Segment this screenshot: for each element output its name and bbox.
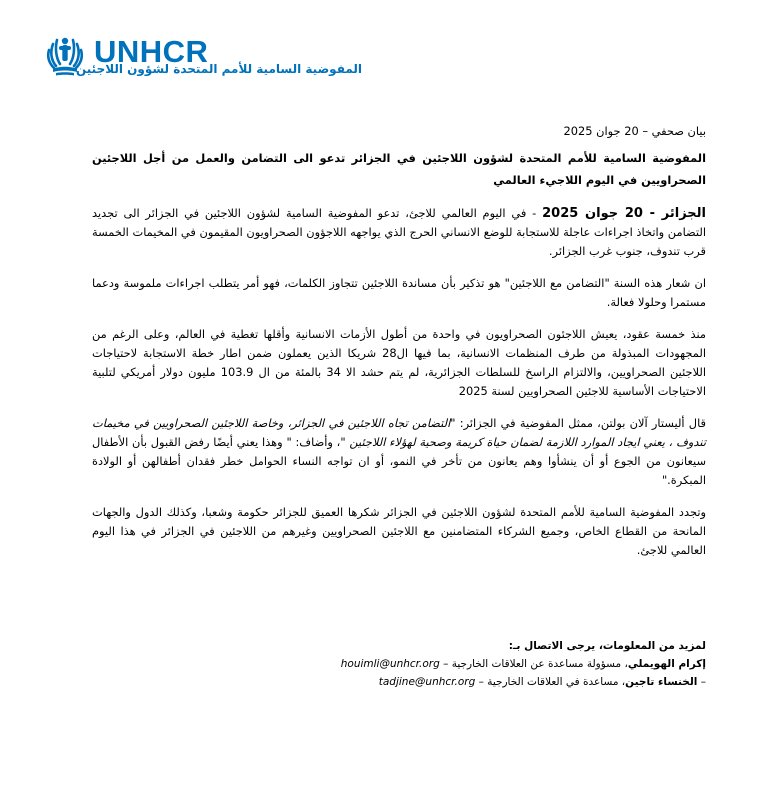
unhcr-logo <box>40 32 370 84</box>
release-dateline: بيان صحفي – 20 جوان 2025 <box>563 124 706 138</box>
paragraph-1 <box>92 204 706 261</box>
contacts-block <box>290 637 706 691</box>
contact-row: إكرام الهويملي، مسؤولة مساعدة عن العلاقات الخارجية – houimli@unhcr.org <box>340 658 706 670</box>
contact-name: إكرام الهويملي <box>627 658 706 670</box>
paragraph-4-intro: قال أليستار آلان بولتن، ممثل المفوضية في الجزائر: <box>455 416 706 430</box>
paragraph-1-text: - في اليوم العالمي للاجئ، تدعو المفوضية السامية لشؤون اللاجئين في الجزائر الى تجديد التضامن واتخاذ اجراءات عاجلة للاستجابة للوضع الانساني الحرج الذي يواجهه اللاجؤون الصحراويون المقيمون في المخيمات الخمسة قرب تندوف، جنوب غرب الجزائر. <box>92 206 706 258</box>
paragraph-3: منذ خمسة عقود، يعيش اللاجئون الصحراويون في واحدة من أطول الأزمات الانسانية وأقلها تغطية في العالم، وعلى الرغم من المجهودات المبذولة من طرف المنظمات الانسانية، بما فيها ال28 شريكا الذين يعملون ضمن اطار خطة الاستجابة لاحتياجات اللاجئين الصحراويين، والالتزام الراسخ للسلطات الجزائرية، لم يتم حشد الا 34 بالمئة من ال 103.9 مليون دولار أمريكي لتلبية الاحتياجات الأساسية للاجئين الصحراويين لسنة 2025 <box>92 327 707 398</box>
contact-email-link[interactable]: houimli@unhcr.org <box>340 658 440 670</box>
contact-row: – الخنساء تاجين، مساعدة في العلاقات الخارجية – tadjine@unhcr.org <box>378 676 706 688</box>
representative-quote: "التضامن تجاه اللاجئين في الجزائر، وخاصة اللاجئين الصحراويين في مخيمات تندوف ، يعني ايجاد الموارد اللازمة لضمان حياة كريمة وصحية لهؤلاء اللاجئين " <box>92 416 706 449</box>
paragraph-4 <box>92 414 706 490</box>
contact-name: الخنساء تاجين <box>625 676 698 688</box>
contact-role: ، مسؤولة مساعدة عن العلاقات الخارجية <box>451 658 628 670</box>
press-release-body <box>92 122 706 560</box>
paragraph-4-text: ، وأضاف: " وهذا يعني أيضًا رفض القبول بأن الأطفال سيعانون من الجوع أو أن ينشأوا وهم يعانون من تأخر في النمو، أو ان تواجه النساء الحوامل خطر فقدان أطفالهن أو الولادة المبكرة." <box>92 435 706 487</box>
logo-wordmark: UNHCR <box>94 34 209 69</box>
contact-role: ، مساعدة في العلاقات الخارجية <box>487 676 626 688</box>
release-headline: المفوضية السامية للأمم المتحدة لشؤون اللاجئين في الجزائر تدعو الى التضامن والعمل من أجل اللاجئين الصحراويين في اليوم اللاجيء العالمي <box>92 151 706 187</box>
paragraph-2: ان شعار هذه السنة "التضامن مع اللاجئين" هو تذكير بأن مساندة اللاجئين تتجاوز الكلمات، فهو أمر يتطلب اجراءات ملموسة ودعما مستمرا وحلولا فعالة. <box>92 276 706 309</box>
agency-name: المفوضية السامية للأمم المتحدة لشؤون اللاجئين <box>75 62 362 76</box>
contact-email-link[interactable]: tadjine@unhcr.org <box>378 676 476 688</box>
paragraph-1-lead: الجزائر - 20 جوان 2025 <box>542 206 707 221</box>
paragraph-5: وتجدد المفوضية السامية للأمم المتحدة لشؤون اللاجئين في الجزائر شكرها العميق للجزائر حكومة وشعبا، وكذلك الدول والجهات المانحة من القطاع الخاص، وجميع الشركاء المتضامنين مع اللاجئين الصحراويين وغيرهم من اللاجئين في الجزائر في هذا اليوم العالمي للاجئ. <box>92 505 706 557</box>
contacts-title: لمزيد من المعلومات، يرجى الاتصال بـ: <box>508 640 706 652</box>
